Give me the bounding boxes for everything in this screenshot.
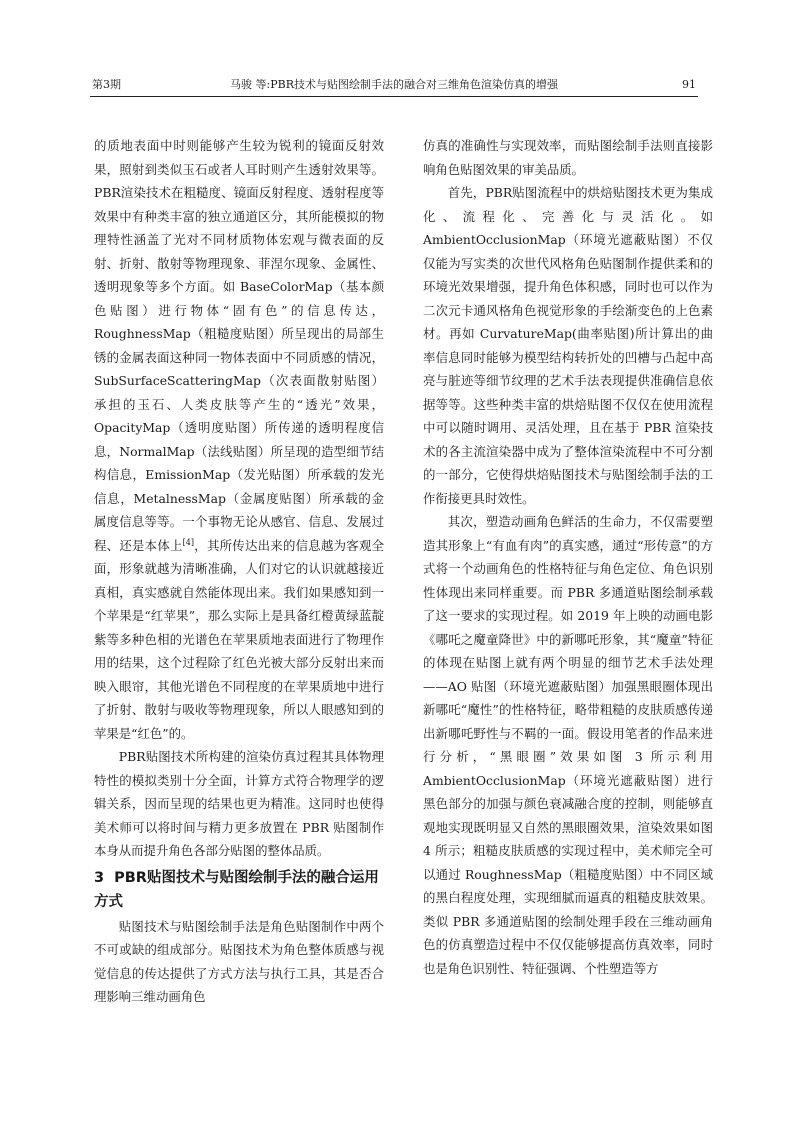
left-column bbox=[94, 134, 384, 1009]
paragraph-text: 的质地表面中时则能够产生较为锐利的镜面反射效果，照射到类似玉石或者人耳时则产生透射效果等。PBR渲染技术在粗糙度、镜面反射程度、透射程度等效果中有种类丰富的独立通道区分，其所能模拟的物理特性涵盖了光对不同材质物体宏观与微表面的反射、折射、散射等物理现象、菲涅尔现象、金属性、透明现象等多个方面。如 BaseColorMap（基本颜色贴图）进行物体“固有色”的信息传达，RoughnessMap（粗糙度贴图）所呈现出的局部生锈的金属表面这种同一物体表面中不同质感的情况，SubSurfaceScatteringMap（次表面散射贴图）承担的玉石、人类皮肤等产生的“透光”效果，OpacityMap（透明度贴图）所传递的透明程度信息，NormalMap（法线贴图）所呈现的造型细节结构信息，EmissionMap（发光贴图）所承载的发光信息，MetalnessMap（金属度贴图）所承载的金属度信息等等。一个事物无论从感官、信息、发展过程、还是本体上 bbox=[94, 138, 384, 553]
paragraph-continued: 仿真的准确性与实现效率，而贴图绘制手法则直接影响角色贴图效果的审美品质。 bbox=[423, 138, 713, 177]
paragraph-continued bbox=[94, 134, 384, 745]
paragraph: 贴图技术与贴图绘制手法是角色贴图制作中两个不可或缺的组成部分。贴图技术为角色整体质感与视觉信息的传达提供了方式方法与执行工具，其是否合理影响三维动画角色 bbox=[94, 918, 384, 1004]
section-heading bbox=[94, 866, 384, 914]
paragraph: 首先，PBR贴图流程中的烘焙贴图技术更为集成化、流程化、完善化与灵活化。如 AmbientOcclusionMap（环境光遮蔽贴图）不仅仅能为写实类的次世代风格角色贴图制作提供柔和的环境光效果增强，提升角色体积感，同时也可以作为二次元卡通风格角色视觉形象的手绘渐变色的上色素材。再如 CurvatureMap(曲率贴图)所计算出的曲率信息同时能够为模型结构转折处的凹槽与凸起中高亮与脏迹等细节纹理的艺术手法表现提供准确信息依据等等。这些种类丰富的烘焙贴图不仅仅在使用流程中可以随时调用、灵活处理，且在基于 PBR 渲染技术的各主流渲染器中成为了整体渲染流程中不可分割的一部分，它使得烘焙贴图技术与贴图绘制手法的工作衔接更具时效性。 bbox=[423, 185, 713, 506]
issue-number: 第3期 bbox=[92, 78, 121, 91]
paragraph: PBR贴图技术所构建的渲染仿真过程其具体物理特性的模拟类别十分全面，计算方式符合物理学的逻辑关系，因而呈现的结果也更为精准。这同时也使得美术师可以将时间与精力更多放置在 PBR 贴图制作本身从而提升角色各部分贴图的整体品质。 bbox=[94, 749, 384, 858]
running-title: 马骏 等:PBR技术与贴图绘制手法的融合对三维角色渲染仿真的增强 bbox=[230, 78, 558, 91]
section-title: PBR贴图技术与贴图绘制手法的融合运用方式 bbox=[94, 869, 379, 910]
citation-ref: [4] bbox=[182, 537, 195, 547]
right-column bbox=[423, 134, 713, 980]
running-header bbox=[90, 76, 698, 97]
section-number: 3 bbox=[94, 869, 105, 886]
page-number: 91 bbox=[682, 78, 696, 91]
paragraph-text: ，其所传达出来的信息越为客观全面，形象就越为清晰准确，人们对它的认识就越接近真相，真实感就自然能体现出来。我们如果感知到一个苹果是“红苹果”，那么实际上是具备红橙黄绿蓝靛紫等多种色相的光谱色在苹果质地表面进行了物理作用的结果，这个过程除了红色光被大部分反射出来而映入眼帘，其他光谱色不同程度的在苹果质地中进行了折射、散射与吸收等物理现象，所以人眼感知到的苹果是“红色”的。 bbox=[94, 537, 385, 741]
paragraph: 其次，塑造动画角色鲜活的生命力，不仅需要塑造其形象上“有血有肉”的真实感，通过“形传意”的方式将一个动画角色的性格特征与角色定位、角色识别性体现出来同样重要。而 PBR 多通道贴图绘制承载了这一要求的实现过程。如 2019 年上映的动画电影《哪吒之魔童降世》中的新哪吒形象，其“魔童”特征的体现在贴图上就有两个明显的细节艺术手法处理——AO 贴图（环境光遮蔽贴图）加强黑眼圈体现出新哪吒“魔性”的性格特征，略带粗糙的皮肤质感传递出新哪吒野性与不羁的一面。假设用笔者的作品来进行分析，“黑眼圈”效果如图 3 所示利用 AmbientOcclusionMap（环境光遮蔽贴图）进行黑色部分的加强与颜色衰减融合度的控制，则能够直观地实现既明显又自然的黑眼圈效果，渲染效果如图 4 所示；粗糙皮肤质感的实现过程中，美术师完全可以通过 RoughnessMap（粗糙度贴图）中不同区域的黑白程度处理，实现细腻而逼真的粗糙皮肤效果。类似 PBR 多通道贴图的绘制处理手段在三维动画角色的仿真塑造过程中不仅仅能够提高仿真效率，同时也是角色识别性、特征强调、个性塑造等方 bbox=[423, 514, 713, 976]
